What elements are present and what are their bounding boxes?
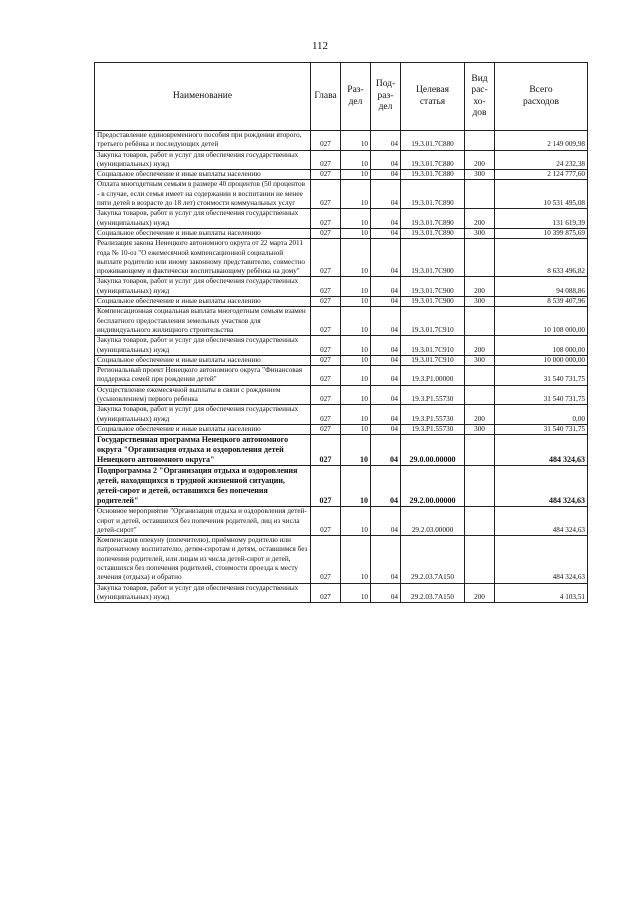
cell-expense-type — [465, 239, 495, 277]
cell-section: 10 — [341, 277, 371, 297]
table-row — [95, 228, 588, 238]
page-number: 112 — [311, 40, 329, 52]
header-chapter: Глава — [311, 63, 341, 131]
cell-expense-type: 300 — [465, 297, 495, 307]
table-body — [95, 131, 588, 603]
cell-expense-type — [465, 180, 495, 209]
cell-target: 29.2.00.00000 — [401, 466, 465, 507]
cell-section: 10 — [341, 583, 371, 603]
cell-chapter: 027 — [311, 209, 341, 229]
cell-target: 19.3.01.7C890 — [401, 228, 465, 238]
cell-chapter: 027 — [311, 150, 341, 170]
cell-total: 484 324,63 — [495, 536, 588, 583]
cell-name: Закупка товаров, работ и услуг для обеспечения государственных (муниципальных) нужд — [95, 583, 311, 603]
cell-expense-type — [465, 131, 495, 151]
cell-expense-type: 200 — [465, 405, 495, 425]
table-row — [95, 424, 588, 434]
budget-table — [94, 62, 588, 603]
cell-chapter: 027 — [311, 424, 341, 434]
header-section: Раз- дел — [341, 63, 371, 131]
cell-name: Основное мероприятие "Организация отдыха и оздоровления детей-сирот и детей, оставшихся без попечения родителей, лиц из числа детей-сирот" — [95, 507, 311, 536]
cell-name: Реализация закона Ненецкого автономного округа от 22 марта 2011 года № 10-оз "О ежемесячной компенсационной социальной выплате родителю или иному законному представителю, совместно проживающему и фактически воспитывающему ребёнка на дому" — [95, 239, 311, 277]
cell-section: 10 — [341, 507, 371, 536]
cell-chapter: 027 — [311, 405, 341, 425]
cell-expense-type — [465, 435, 495, 466]
cell-subsection: 04 — [371, 336, 401, 356]
table-row — [95, 277, 588, 297]
cell-expense-type — [465, 507, 495, 536]
table-row — [95, 405, 588, 425]
cell-total: 10 531 495,08 — [495, 180, 588, 209]
cell-expense-type: 300 — [465, 424, 495, 434]
cell-name: Закупка товаров, работ и услуг для обеспечения государственных (муниципальных) нужд — [95, 209, 311, 229]
cell-subsection: 04 — [371, 424, 401, 434]
cell-subsection: 04 — [371, 583, 401, 603]
cell-expense-type: 200 — [465, 336, 495, 356]
cell-total: 94 088,86 — [495, 277, 588, 297]
cell-total: 484 324,63 — [495, 507, 588, 536]
cell-chapter: 027 — [311, 228, 341, 238]
cell-chapter: 027 — [311, 583, 341, 603]
cell-expense-type — [465, 385, 495, 405]
table-row — [95, 355, 588, 365]
cell-chapter: 027 — [311, 336, 341, 356]
cell-name: Социальное обеспечение и иные выплаты населению — [95, 228, 311, 238]
table-row — [95, 239, 588, 277]
cell-target: 19.3.01.7C890 — [401, 180, 465, 209]
cell-name: Социальное обеспечение и иные выплаты населению — [95, 424, 311, 434]
table-row — [95, 385, 588, 405]
cell-section: 10 — [341, 424, 371, 434]
cell-target: 19.3.P1.55730 — [401, 405, 465, 425]
cell-chapter: 027 — [311, 277, 341, 297]
table-row — [95, 336, 588, 356]
table-row — [95, 435, 588, 466]
header-name: Наименование — [95, 63, 311, 131]
cell-target: 19.3.P1.55730 — [401, 385, 465, 405]
table-row — [95, 170, 588, 180]
cell-target: 29.0.00.00000 — [401, 435, 465, 466]
cell-chapter: 027 — [311, 507, 341, 536]
cell-total: 10 108 000,00 — [495, 307, 588, 336]
cell-name: Социальное обеспечение и иные выплаты населению — [95, 170, 311, 180]
cell-section: 10 — [341, 435, 371, 466]
table-row — [95, 583, 588, 603]
cell-total: 31 540 731,75 — [495, 424, 588, 434]
cell-section: 10 — [341, 131, 371, 151]
cell-subsection: 04 — [371, 277, 401, 297]
cell-target: 19.3.01.7C900 — [401, 277, 465, 297]
table-row — [95, 507, 588, 536]
table-row — [95, 297, 588, 307]
cell-subsection: 04 — [371, 385, 401, 405]
cell-subsection: 04 — [371, 466, 401, 507]
cell-section: 10 — [341, 536, 371, 583]
cell-name: Закупка товаров, работ и услуг для обеспечения государственных (муниципальных) нужд — [95, 336, 311, 356]
cell-chapter: 027 — [311, 131, 341, 151]
header-target: Целевая статья — [401, 63, 465, 131]
cell-expense-type: 200 — [465, 277, 495, 297]
cell-total: 484 324,63 — [495, 435, 588, 466]
cell-expense-type — [465, 366, 495, 386]
cell-name: Компенсационная социальная выплата многодетным семьям взамен бесплатного предоставления земельных участков для индивидуального жилищного строительства — [95, 307, 311, 336]
cell-target: 19.3.01.7C900 — [401, 239, 465, 277]
cell-expense-type: 300 — [465, 355, 495, 365]
cell-target: 29.2.03.7A150 — [401, 583, 465, 603]
table-row — [95, 131, 588, 151]
cell-subsection: 04 — [371, 170, 401, 180]
cell-target: 19.3.01.7C880 — [401, 131, 465, 151]
cell-name: Компенсация опекуну (попечителю), приёмному родителю или патронатному воспитателю, детям-сиротам и детям, оставшимся без попечения родителей, или лицам из числа детей-сирот и детей, оставшихся без попечения родителей, стоимости проезда к месту лечения (отдыха) и обратно — [95, 536, 311, 583]
cell-subsection: 04 — [371, 297, 401, 307]
cell-target: 19.3.P1.55730 — [401, 424, 465, 434]
cell-expense-type — [465, 466, 495, 507]
table-row — [95, 366, 588, 386]
cell-total: 24 232,38 — [495, 150, 588, 170]
cell-section: 10 — [341, 239, 371, 277]
table-row — [95, 466, 588, 507]
cell-total: 31 540 731,75 — [495, 385, 588, 405]
cell-total: 4 103,51 — [495, 583, 588, 603]
cell-subsection: 04 — [371, 209, 401, 229]
cell-name: Подпрограмма 2 "Организация отдыха и оздоровления детей, находящихся в трудной жизненной ситуации, детей-сирот и детей, оставшихся без попечения родителей" — [95, 466, 311, 507]
cell-chapter: 027 — [311, 385, 341, 405]
table-row — [95, 180, 588, 209]
cell-subsection: 04 — [371, 366, 401, 386]
cell-section: 10 — [341, 180, 371, 209]
cell-target: 19.3.01.7C910 — [401, 307, 465, 336]
cell-section: 10 — [341, 209, 371, 229]
cell-total: 484 324,63 — [495, 466, 588, 507]
cell-name: Закупка товаров, работ и услуг для обеспечения государственных (муниципальных) нужд — [95, 150, 311, 170]
cell-subsection: 04 — [371, 507, 401, 536]
cell-section: 10 — [341, 385, 371, 405]
cell-chapter: 027 — [311, 355, 341, 365]
cell-name: Социальное обеспечение и иные выплаты населению — [95, 297, 311, 307]
cell-expense-type: 200 — [465, 209, 495, 229]
cell-subsection: 04 — [371, 307, 401, 336]
cell-expense-type: 200 — [465, 150, 495, 170]
cell-name: Оплата многодетным семьям в размере 40 процентов (50 процентов - в случае, если семья имеет на содержании и воспитании не менее пяти детей в возрасте до 18 лет) стоимости коммунальных услуг — [95, 180, 311, 209]
cell-target: 19.3.P1.00000 — [401, 366, 465, 386]
cell-total: 10 000 000,00 — [495, 355, 588, 365]
cell-chapter: 027 — [311, 239, 341, 277]
cell-chapter: 027 — [311, 435, 341, 466]
table-row — [95, 536, 588, 583]
cell-target: 19.3.01.7C880 — [401, 170, 465, 180]
cell-total: 2 124 777,60 — [495, 170, 588, 180]
cell-name: Государственная программа Ненецкого автономного округа "Организация отдыха и оздоровления детей Ненецкого автономного округа" — [95, 435, 311, 466]
cell-target: 19.3.01.7C910 — [401, 355, 465, 365]
cell-section: 10 — [341, 355, 371, 365]
cell-subsection: 04 — [371, 405, 401, 425]
cell-chapter: 027 — [311, 297, 341, 307]
cell-target: 19.3.01.7C910 — [401, 336, 465, 356]
cell-name: Предоставление единовременного пособия при рождении второго, третьего ребёнка и последующих детей — [95, 131, 311, 151]
cell-chapter: 027 — [311, 466, 341, 507]
cell-expense-type — [465, 307, 495, 336]
cell-name: Осуществление ежемесячной выплаты в связи с рождением (усыновлением) первого ребенка — [95, 385, 311, 405]
header-total: Всего расходов — [495, 63, 588, 131]
cell-total: 131 619,39 — [495, 209, 588, 229]
cell-expense-type: 300 — [465, 170, 495, 180]
cell-name: Закупка товаров, работ и услуг для обеспечения государственных (муниципальных) нужд — [95, 277, 311, 297]
cell-subsection: 04 — [371, 180, 401, 209]
cell-total: 10 399 875,69 — [495, 228, 588, 238]
table-header — [95, 63, 588, 131]
cell-subsection: 04 — [371, 239, 401, 277]
cell-total: 108 000,00 — [495, 336, 588, 356]
cell-section: 10 — [341, 170, 371, 180]
cell-total: 8 539 407,96 — [495, 297, 588, 307]
cell-section: 10 — [341, 228, 371, 238]
cell-subsection: 04 — [371, 536, 401, 583]
table-row — [95, 209, 588, 229]
cell-section: 10 — [341, 466, 371, 507]
cell-target: 19.3.01.7C890 — [401, 209, 465, 229]
cell-total: 0,00 — [495, 405, 588, 425]
cell-subsection: 04 — [371, 228, 401, 238]
cell-name: Социальное обеспечение и иные выплаты населению — [95, 355, 311, 365]
header-subsection: Под- раз- дел — [371, 63, 401, 131]
header-expense-type: Вид рас- хо- дов — [465, 63, 495, 131]
cell-subsection: 04 — [371, 150, 401, 170]
cell-section: 10 — [341, 307, 371, 336]
cell-name: Закупка товаров, работ и услуг для обеспечения государственных (муниципальных) нужд — [95, 405, 311, 425]
cell-chapter: 027 — [311, 180, 341, 209]
cell-expense-type — [465, 536, 495, 583]
cell-target: 19.3.01.7C900 — [401, 297, 465, 307]
cell-subsection: 04 — [371, 435, 401, 466]
cell-expense-type: 300 — [465, 228, 495, 238]
cell-section: 10 — [341, 366, 371, 386]
cell-target: 29.2.03.00000 — [401, 507, 465, 536]
cell-total: 8 633 496,82 — [495, 239, 588, 277]
cell-section: 10 — [341, 150, 371, 170]
cell-chapter: 027 — [311, 366, 341, 386]
cell-chapter: 027 — [311, 536, 341, 583]
cell-subsection: 04 — [371, 131, 401, 151]
cell-section: 10 — [341, 336, 371, 356]
cell-expense-type: 200 — [465, 583, 495, 603]
table-row — [95, 307, 588, 336]
cell-total: 31 540 731,75 — [495, 366, 588, 386]
cell-section: 10 — [341, 405, 371, 425]
cell-chapter: 027 — [311, 170, 341, 180]
cell-target: 29.2.03.7A150 — [401, 536, 465, 583]
cell-section: 10 — [341, 297, 371, 307]
cell-target: 19.3.01.7C880 — [401, 150, 465, 170]
cell-subsection: 04 — [371, 355, 401, 365]
cell-name: Региональный проект Ненецкого автономного округа "Финансовая поддержка семей при рождении детей" — [95, 366, 311, 386]
cell-total: 2 149 009,98 — [495, 131, 588, 151]
cell-chapter: 027 — [311, 307, 341, 336]
table-row — [95, 150, 588, 170]
